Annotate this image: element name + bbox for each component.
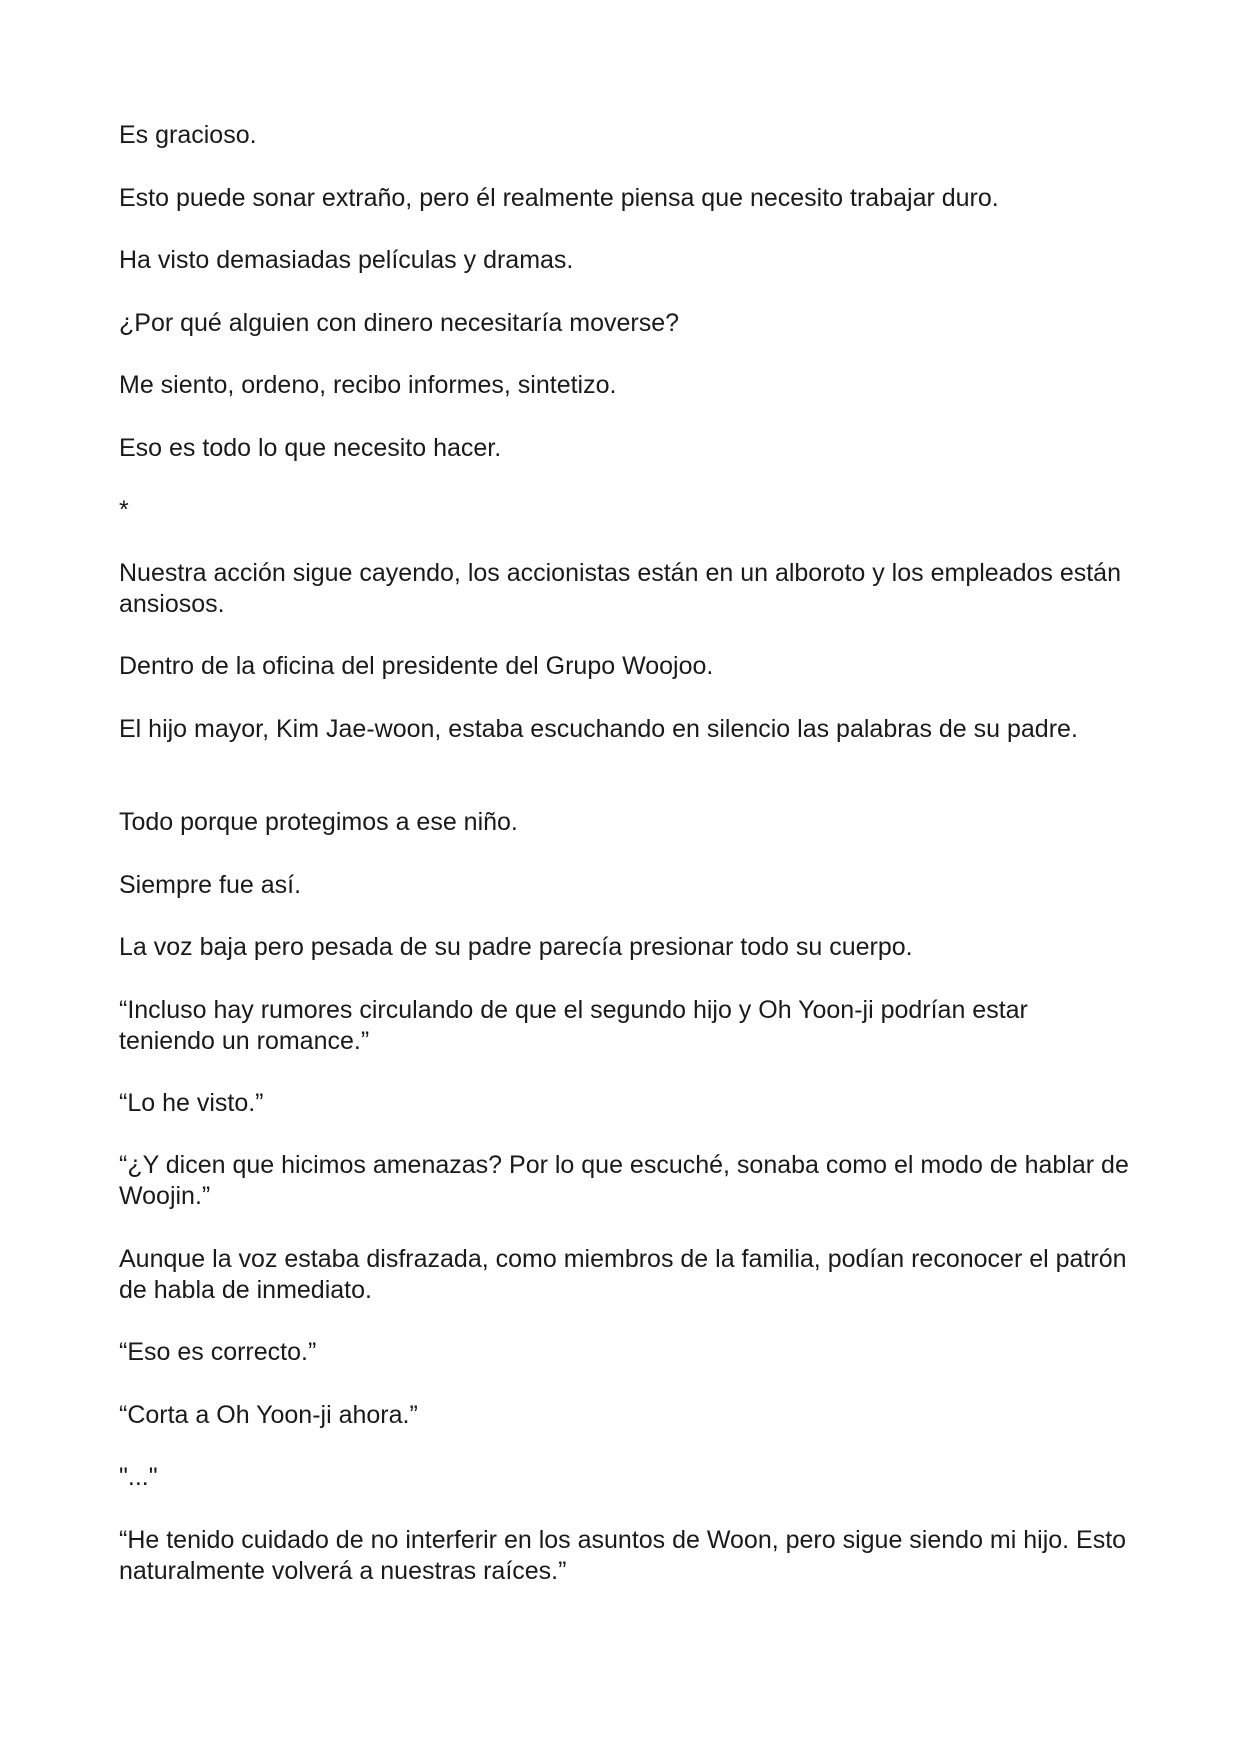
paragraph-15: “¿Y dicen que hicimos amenazas? Por lo que escuché, sonaba como el modo de hablar de Woojin.” <box>119 1151 1129 1210</box>
paragraph-17: “Eso es correcto.” <box>119 1338 317 1366</box>
paragraph-13: “Incluso hay rumores circulando de que el segundo hijo y Oh Yoon-ji podrían estar teniendo un romance.” <box>119 996 1028 1055</box>
paragraph-3: Ha visto demasiadas películas y dramas. <box>119 246 574 274</box>
paragraph-11: Siempre fue así. <box>119 871 302 899</box>
paragraph-14: “Lo he visto.” <box>119 1089 264 1117</box>
paragraph-8: Dentro de la oficina del presidente del Grupo Woojoo. <box>119 652 714 680</box>
paragraph-20: “He tenido cuidado de no interferir en los asuntos de Woon, pero sigue siendo mi hijo. Esto naturalmente volverá a nuestras raíces.” <box>119 1526 1127 1585</box>
paragraph-7: Nuestra acción sigue cayendo, los accionistas están en un alboroto y los empleados están ansiosos. <box>119 559 1121 618</box>
paragraph-19: "..." <box>119 1463 158 1491</box>
paragraph-5: Me siento, ordeno, recibo informes, sintetizo. <box>119 371 617 399</box>
section-separator: * <box>119 496 129 524</box>
paragraph-16: Aunque la voz estaba disfrazada, como miembros de la familia, podían reconocer el patrón de habla de inmediato. <box>119 1245 1127 1304</box>
paragraph-6: Eso es todo lo que necesito hacer. <box>119 434 502 462</box>
paragraph-18: “Corta a Oh Yoon-ji ahora.” <box>119 1401 418 1429</box>
paragraph-1: Es gracioso. <box>119 121 257 149</box>
paragraph-2: Esto puede sonar extraño, pero él realmente piensa que necesito trabajar duro. <box>119 184 999 212</box>
paragraph-9: El hijo mayor, Kim Jae-woon, estaba escuchando en silencio las palabras de su padre. <box>119 715 1078 743</box>
paragraph-12: La voz baja pero pesada de su padre parecía presionar todo su cuerpo. <box>119 933 913 961</box>
paragraph-10: Todo porque protegimos a ese niño. <box>119 808 518 836</box>
paragraph-4: ¿Por qué alguien con dinero necesitaría moverse? <box>119 309 680 337</box>
